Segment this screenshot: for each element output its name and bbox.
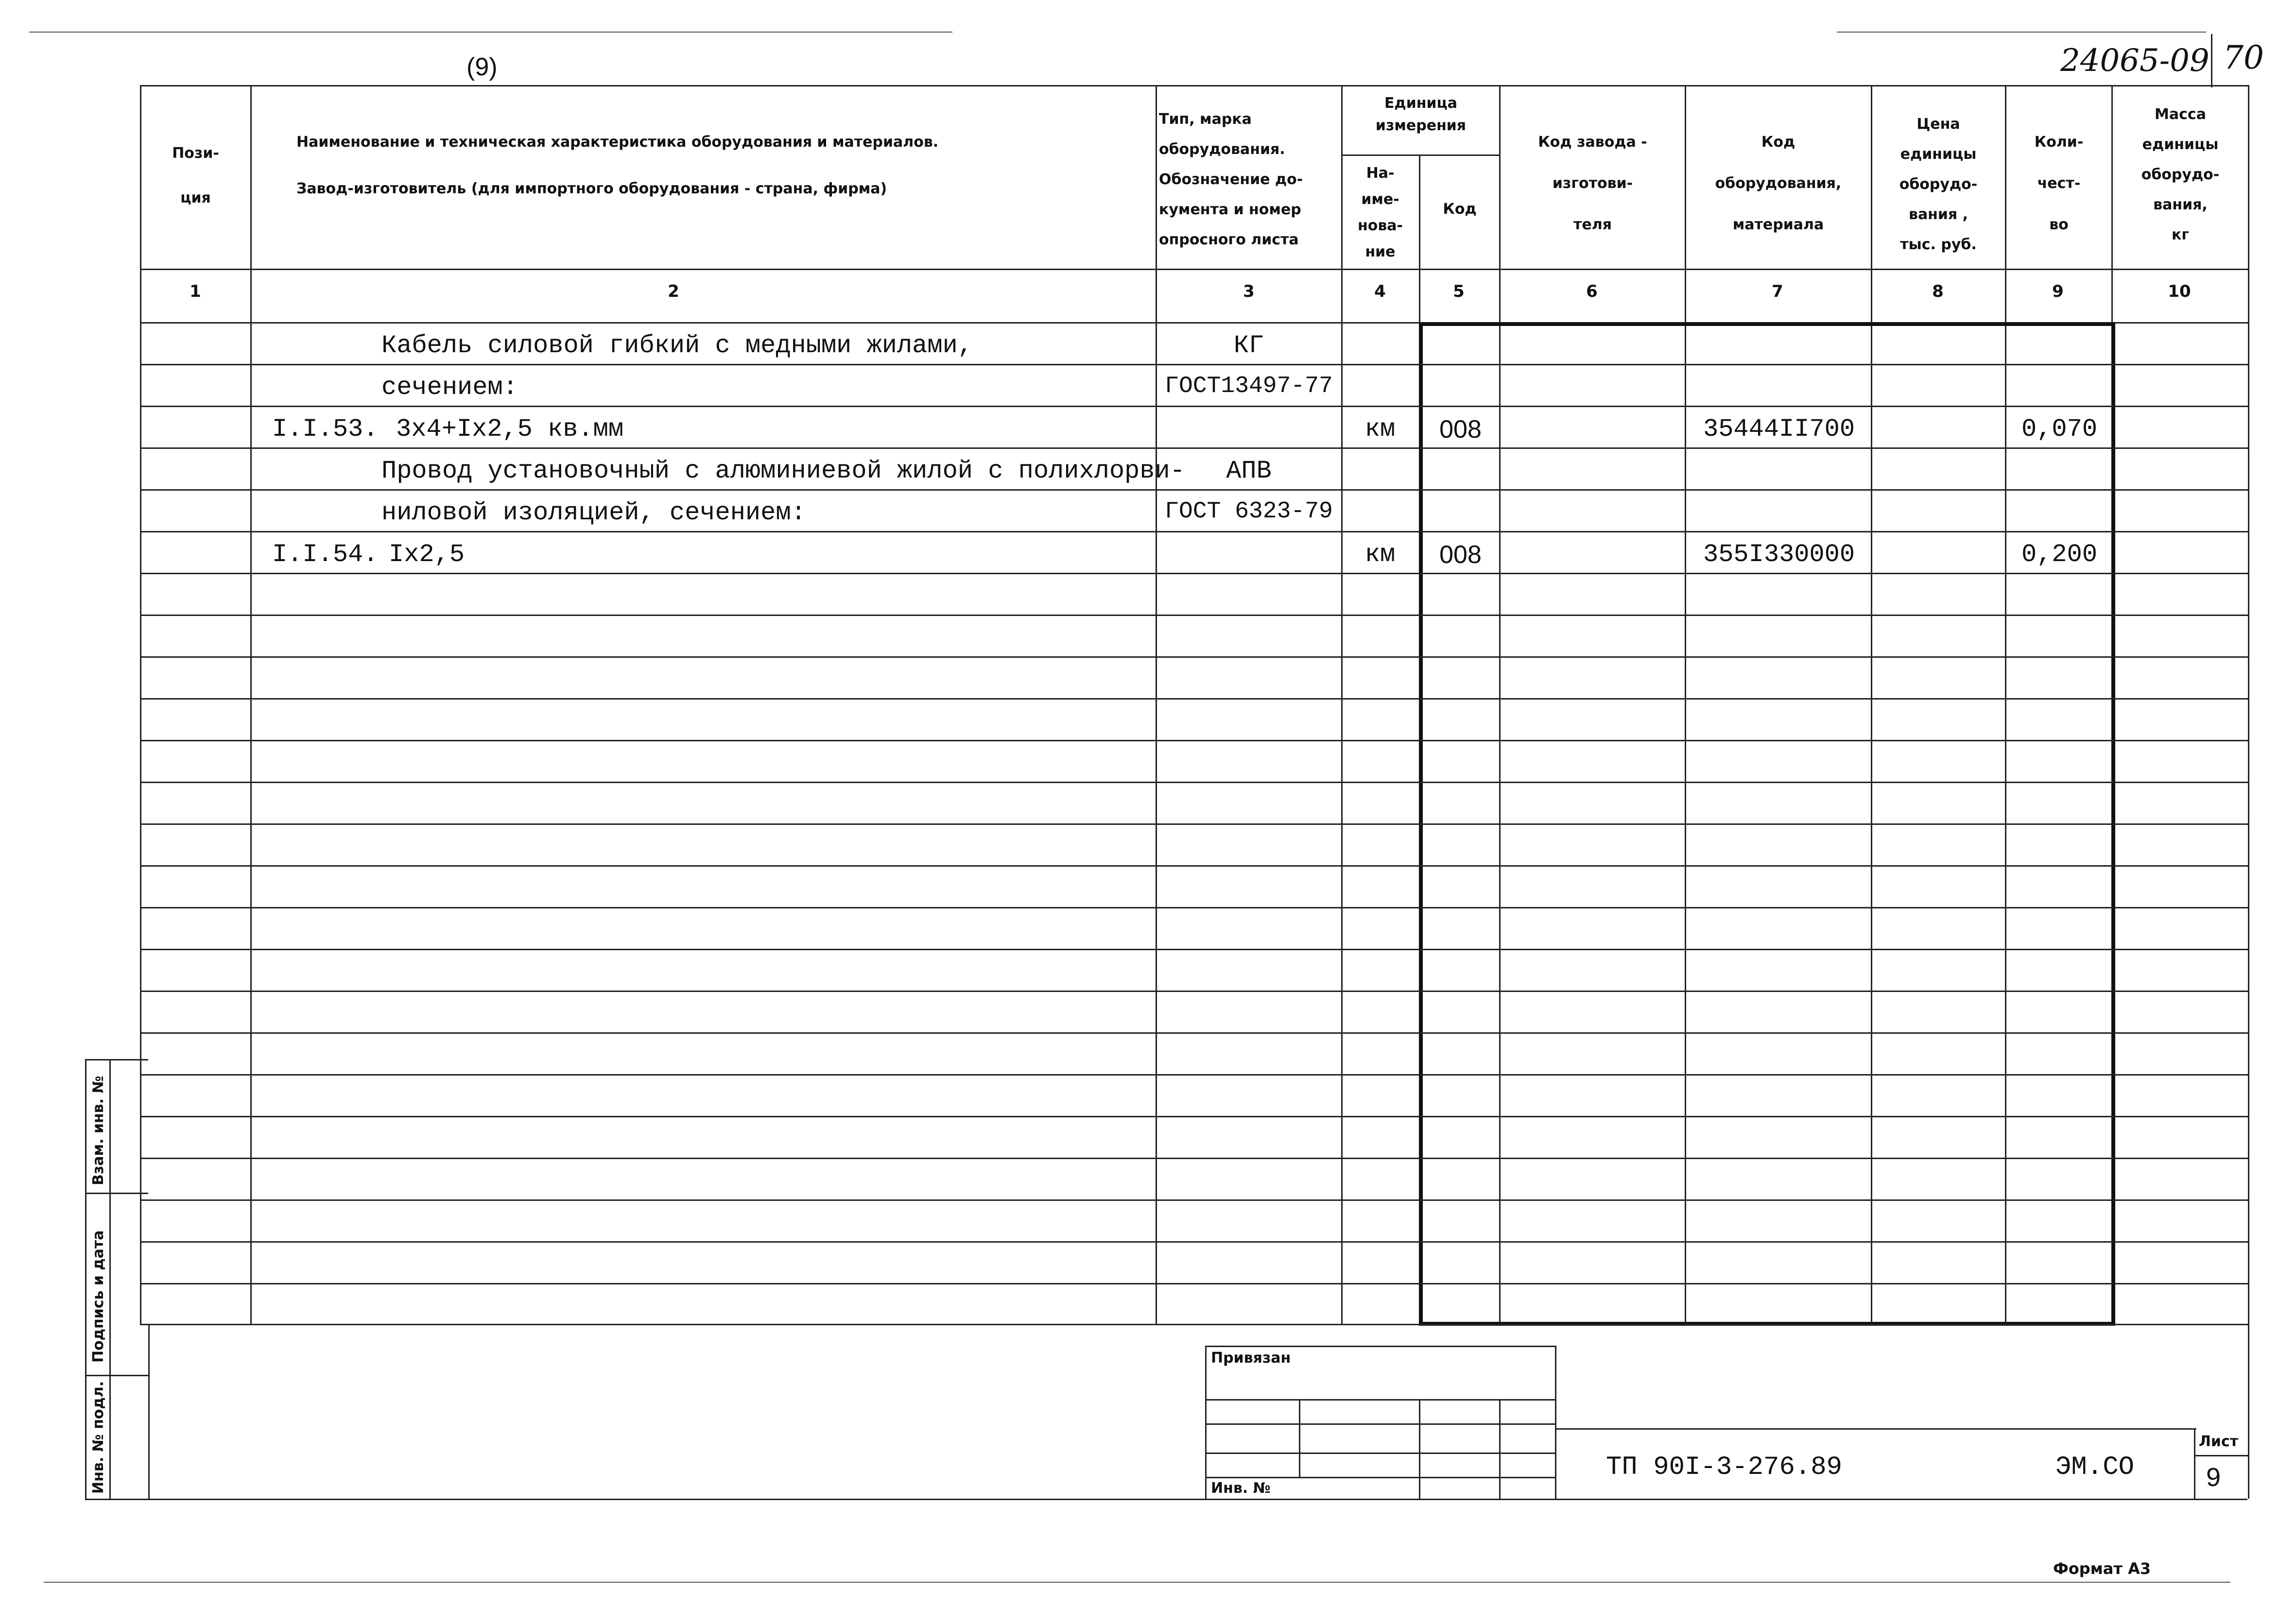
column-number-5: 5 — [1453, 282, 1465, 301]
inventory-label: Инв. № — [1211, 1480, 1271, 1497]
item-type: ГОСТ 6323-79 — [1165, 498, 1333, 525]
column-number-2: 2 — [668, 282, 679, 301]
item-material-code: 35444II700 — [1703, 415, 1855, 444]
item-type: АПВ — [1226, 457, 1272, 485]
bound-label: Привязан — [1211, 1350, 1291, 1367]
header-unit-code: Код — [1443, 201, 1477, 218]
header-name: Наименование и техническая характеристика оборудования и материалов. Завод-изготовитель (для импортного оборудования - страна, фирма) — [296, 134, 939, 197]
stamp-replace-inventory: Взам. инв. № — [90, 1076, 107, 1185]
item-quantity: 0,200 — [2021, 540, 2098, 569]
item-unit-code: 008 — [1439, 541, 1482, 569]
header-unit-group: Единица измерения — [1375, 95, 1467, 134]
column-number-1: 1 — [190, 282, 201, 301]
column-number-3: 3 — [1243, 282, 1255, 301]
item-position: I.I.53. — [272, 415, 379, 444]
header-price: Цена единицы оборудо- вания , тыс. руб. — [1899, 116, 1978, 253]
item-unit: км — [1364, 415, 1396, 444]
item-name: ниловой изоляцией, сечением: — [381, 498, 806, 527]
stamp-signature-date: Подпись и дата — [90, 1230, 107, 1363]
document-code: ТП 90I-3-276.89 — [1606, 1453, 1843, 1482]
item-type: КГ — [1233, 331, 1264, 360]
header-quantity: Коли- чест- во — [2034, 134, 2084, 233]
top-page-number: (9) — [466, 53, 498, 81]
header-position: Пози- ция — [172, 145, 219, 206]
column-number-8: 8 — [1932, 282, 1944, 301]
sheet-number: 9 — [2206, 1463, 2221, 1492]
registration-number: 24065-09 — [2060, 43, 2210, 79]
header-unit-name: На- име- нова- ние — [1357, 165, 1403, 260]
item-name: сечением: — [381, 373, 518, 402]
item-name: Кабель силовой гибкий с медными жилами, — [381, 331, 973, 360]
item-unit: км — [1364, 540, 1396, 569]
column-number-9: 9 — [2052, 282, 2064, 301]
item-name: 3х4+Iх2,5 кв.мм — [396, 415, 624, 444]
item-position: I.I.54. — [272, 540, 379, 569]
column-number-4: 4 — [1374, 282, 1386, 301]
header-type: Тип, марка оборудования. Обозначение до- кумента и номер опросного листа — [1159, 111, 1303, 248]
column-number-7: 7 — [1772, 282, 1783, 301]
format-label: Формат А3 — [2053, 1559, 2151, 1578]
header-material-code: Код оборудования, материала — [1715, 134, 1842, 233]
handwritten-page-number: 70 — [2223, 39, 2264, 76]
item-material-code: 355I330000 — [1703, 540, 1855, 569]
item-unit-code: 008 — [1439, 415, 1482, 444]
sheet-label: Лист — [2199, 1433, 2239, 1450]
item-name: Провод установочный с алюминиевой жилой с полихлорви- — [381, 457, 1185, 485]
stamp-inventory-original: Инв. № подл. — [90, 1381, 107, 1494]
column-number-6: 6 — [1586, 282, 1598, 301]
document-mark: ЭМ.СО — [2055, 1453, 2135, 1482]
item-quantity: 0,070 — [2021, 415, 2098, 444]
header-factory-code: Код завода - изготови- теля — [1538, 134, 1647, 233]
header-mass: Масса единицы оборудо- вания, кг — [2141, 106, 2220, 243]
item-name: Iх2,5 — [389, 540, 465, 569]
column-number-10: 10 — [2168, 282, 2191, 301]
item-type: ГОСТ13497-77 — [1165, 373, 1333, 399]
